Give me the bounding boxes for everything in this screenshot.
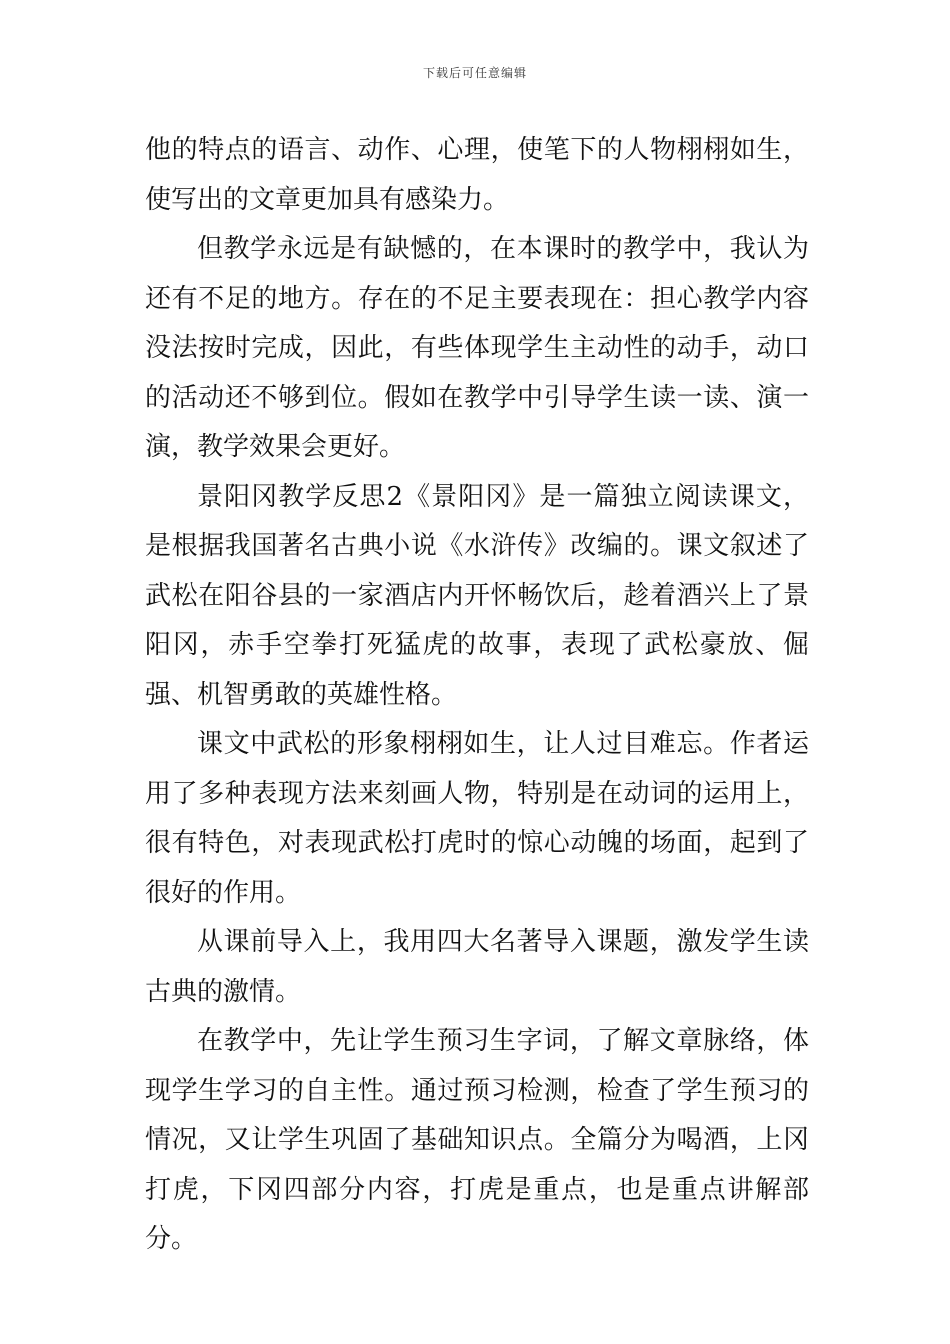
paragraph: 从课前导入上，我用四大名著导入课题，激发学生读古典的激情。 xyxy=(145,927,809,1007)
paragraph: 在教学中，先让学生预习生字词，了解文章脉络，体现学生学习的自主性。通过预习检测，检查了学生预习的情况，又让学生巩固了基础知识点。全篇分为喝酒，上冈打虎，下冈四部分内容，打虎是重点，也是重点讲解部分。 xyxy=(145,1026,809,1254)
paragraph: 但教学永远是有缺憾的，在本课时的教学中，我认为还有不足的地方。存在的不足主要表现在：担心教学内容没法按时完成，因此，有些体现学生主动性的动手，动口的活动还不够到位。假如在教学中引导学生读一读、演一演，教学效果会更好。 xyxy=(145,234,809,462)
paragraph: 课文中武松的形象栩栩如生，让人过目难忘。作者运用了多种表现方法来刻画人物，特别是在动词的运用上，很有特色，对表现武松打虎时的惊心动魄的场面，起到了很好的作用。 xyxy=(145,729,809,908)
paragraph-continuation: 他的特点的语言、动作、心理，使笔下的人物栩栩如生，使写出的文章更加具有感染力。 xyxy=(145,135,809,215)
paragraph: 景阳冈教学反思2《景阳冈》是一篇独立阅读课文，是根据我国著名古典小说《水浒传》改编的。课文叙述了武松在阳谷县的一家酒店内开怀畅饮后，趁着酒兴上了景阳冈，赤手空拳打死猛虎的故事，表现了武松豪放、倔强、机智勇敢的英雄性格。 xyxy=(145,481,809,710)
page-header: 下载后可任意编辑 xyxy=(422,66,527,80)
document-body xyxy=(145,126,809,1265)
